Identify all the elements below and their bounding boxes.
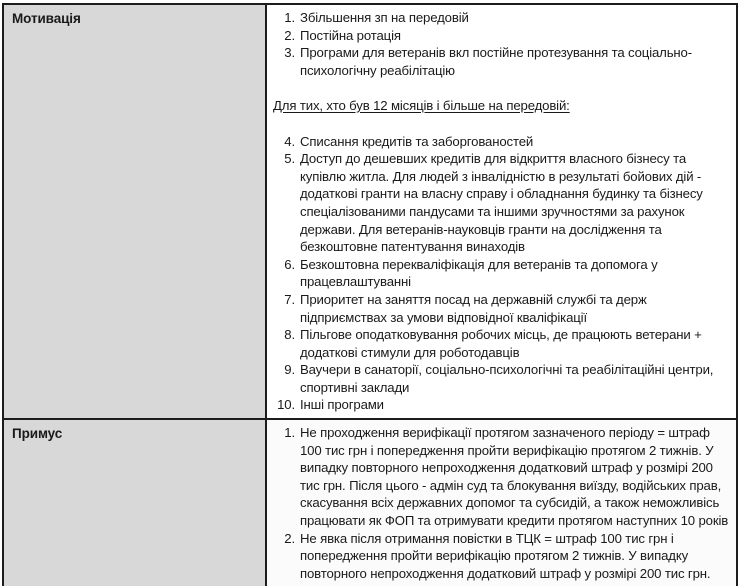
list-marker: 10.: [277, 397, 295, 413]
list-item: [273, 44, 730, 79]
row-label-motivation: [3, 4, 266, 419]
list-item-text: Списання кредитів та заборгованостей: [300, 133, 534, 149]
motivation-subheading-wrapper: [273, 97, 730, 115]
list-item: [273, 396, 730, 414]
row-label-compulsion: [3, 419, 266, 586]
list-item-text: Приоритет на заняття посад на державній службі та держ підприємствах за умови відповідної кваліфікації: [300, 291, 647, 325]
paragraph-gap: [273, 79, 730, 97]
paragraph-gap: [273, 115, 730, 133]
list-item: [273, 27, 730, 45]
list-item: [273, 9, 730, 27]
two-column-table: [2, 3, 738, 586]
list-item: [273, 133, 730, 151]
list-item-text: Не явка після отримання повістки в ТЦК = штраф 100 тис грн і попередження пройти верифікацію протягом 2 тижнів. У випадку повторного непроходження додатковий штраф у розмірі 200 тис грн.: [300, 530, 711, 581]
list-item-text: Інші програми: [300, 397, 384, 413]
table-body: [3, 4, 737, 586]
list-item-text: Ваучери в санаторії, соціально-психологічні та реабілітаційні центри, спортивні заклади: [300, 362, 714, 395]
list-item: [273, 424, 730, 530]
list-item: [273, 361, 730, 396]
motivation-subheading: Для тих, хто був 12 місяців і більше на передовій:: [273, 97, 570, 113]
list-item-text: Збільшення зп на передовій: [300, 10, 469, 25]
list-item: [273, 530, 730, 583]
table-row-compulsion: [3, 419, 737, 586]
list-item-text: Постійна ротація: [300, 27, 401, 43]
list-marker: 2.: [284, 27, 295, 43]
list-item: [273, 150, 730, 256]
list-marker: 9.: [284, 362, 295, 378]
list-item-text: Програми для ветеранів вкл постійне протезування та соціально-психологічну реабілітацію: [300, 45, 692, 78]
list-marker: 7.: [284, 291, 295, 307]
list-item: [273, 256, 730, 291]
row-content-motivation: [266, 4, 737, 419]
list-marker: 8.: [284, 327, 295, 343]
list-marker: 5.: [284, 151, 295, 167]
row-content-compulsion: [266, 419, 737, 586]
compulsion-list: [273, 424, 730, 582]
list-marker: 6.: [284, 256, 295, 272]
list-item: [273, 326, 730, 361]
list-marker: 4.: [284, 133, 295, 149]
list-marker: 2.: [284, 530, 295, 546]
table-row-motivation: [3, 4, 737, 419]
list-marker: 1.: [284, 425, 295, 441]
list-marker: 3.: [284, 45, 295, 61]
motivation-list-part-one: [273, 9, 730, 79]
motivation-list-part-two: [273, 133, 730, 415]
row-label-text: Примус: [12, 426, 63, 442]
list-item: [273, 291, 730, 326]
list-item-text: Пільгове оподатковування робочих місць, де працюють ветерани + додаткові стимули для роботодавців: [300, 327, 702, 360]
list-item-text: Доступ до дешевших кредитів для відкриття власного бізнесу та купівлю житла. Для людей з інвалідністю в результаті бойових дій - додаткові гранти на власну справу і обладнання будинку та бізнесу спеціалізованими пандусами та іншими зручностями за рахунок держави. Для ветеранів-науковців гранти на дослідження та безкоштовне патентування винаходів: [300, 151, 703, 255]
list-item-text: Не проходження верифікації протягом зазначеного періоду = штраф 100 тис грн і попередження пройти верифікацію протягом 2 тижнів. У випадку повторного непроходження додатковий штраф у розмірі 200 тис грн. Після цього - адмін суд та блокування виїзду, водійських прав, скасування всіх державних допомог та субсидій, а також неможливісь працювати як ФОП та отримувати кредити протягом наступних 10 років: [300, 425, 729, 529]
list-item-text: Безкоштовна перекваліфікація для ветеранів та допомога у працевлаштуванні: [300, 256, 658, 290]
list-marker: 1.: [284, 10, 295, 25]
row-label-text: Мотивація: [12, 11, 81, 26]
